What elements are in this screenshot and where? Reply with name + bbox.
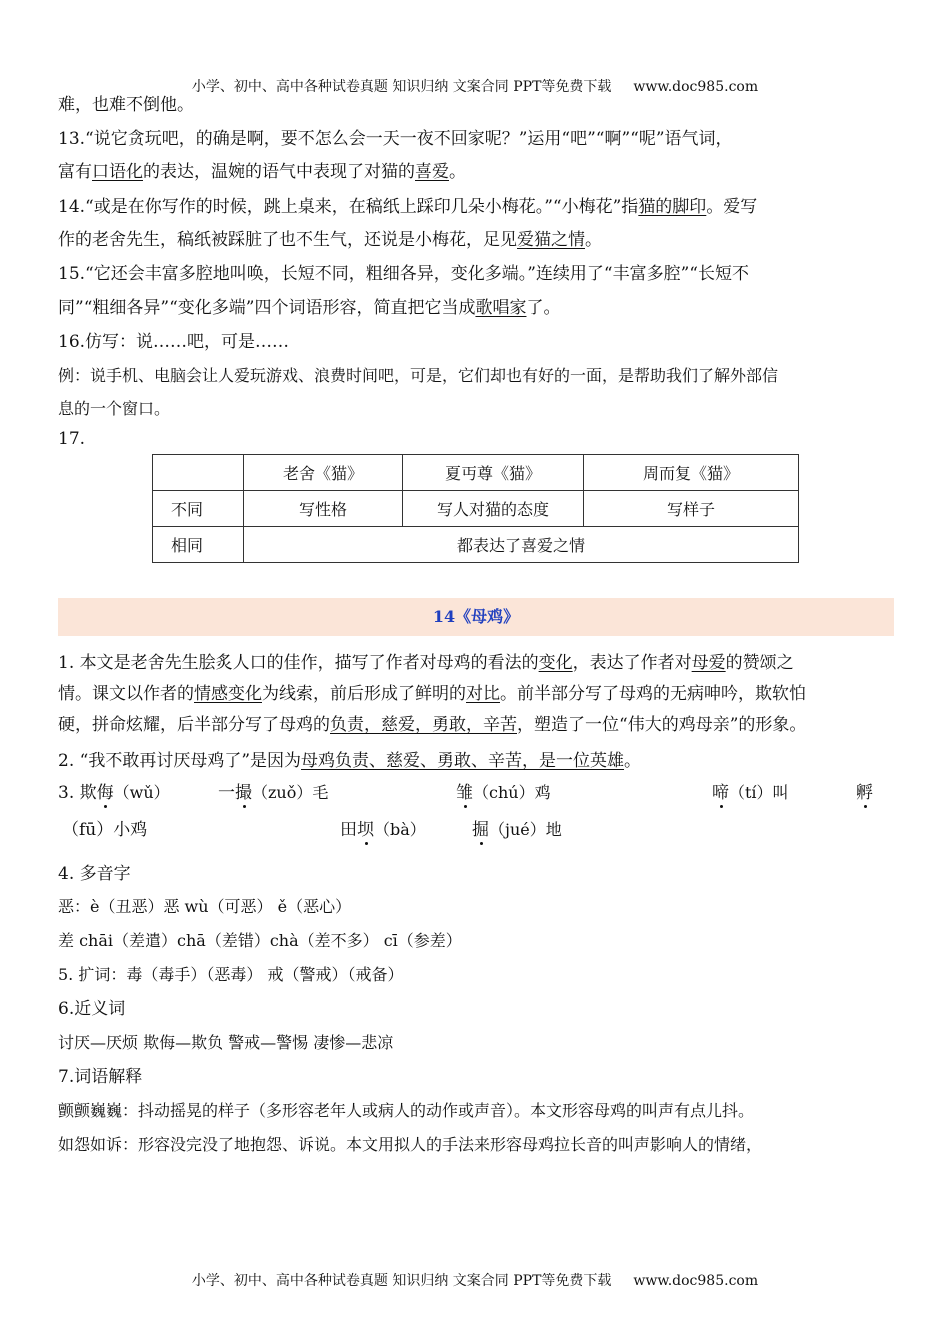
mj-p1-line-3 (58, 713, 908, 737)
table-cell: 都表达了喜爱之情 (244, 527, 799, 563)
pinyin: （zuǒ）毛 (252, 783, 329, 802)
mj-p4-line-2: 差 chāi（差遣）chā（差错）chà（差不多） cī（参差） (58, 931, 462, 950)
answer-underline: 负责，慈爱，勇敢，辛苦 (330, 715, 517, 735)
q16-example-1: 例：说手机、电脑会让人爱玩游戏、浪费时间吧，可是，它们却也有好的一面，是帮助我们了解外部信 (58, 366, 779, 385)
text: 14.“或是在你写作的时候，跳上桌来，在稿纸上踩印几朵小梅花。”“小梅花”指 (58, 197, 639, 217)
text: 。 (449, 162, 466, 182)
dotted-char: 孵 (856, 783, 873, 803)
mj-p6-line: 讨厌—厌烦 欺侮—欺负 警戒—警惕 凄惨—悲凉 (58, 1033, 394, 1052)
answer-underline: 猫的脚印 (638, 197, 707, 217)
q15-line-1: 15.“它还会丰富多腔地叫唤，长短不同，粗细各异，变化多端。”连续用了“丰富多腔”“长短不 (58, 264, 749, 284)
table-cell (153, 455, 244, 491)
text: 为线索，前后形成了鲜明的 (262, 684, 466, 704)
text: 。 (624, 751, 642, 771)
pinyin: （chú）鸡 (473, 783, 551, 802)
section-title: 14《母鸡》 (58, 598, 894, 636)
mj-p1-line-2 (58, 682, 908, 706)
page-footer (0, 1270, 950, 1290)
text: 硬，拼命炫耀，后半部分写了母鸡的 (58, 715, 330, 735)
q13-line-2 (58, 160, 908, 184)
mj-p3-item (218, 781, 328, 805)
q14-line-1 (58, 195, 908, 219)
mj-p3-item: （fū）小鸡 (62, 820, 148, 840)
answer-underline: 对比 (466, 684, 500, 704)
answer-underline: 母鸡负责、慈爱、勇敢、辛苦，是一位英雄 (301, 751, 625, 771)
pinyin: （tí）叫 (729, 783, 789, 802)
comparison-table (152, 454, 799, 563)
answer-underline: 爱猫之情 (517, 230, 585, 250)
mj-p7-line-1: 颤颤巍巍：抖动摇晃的样子（多形容老年人或病人的动作或声音）。本文形容母鸡的叫声有点儿抖。 (58, 1101, 755, 1120)
text: 了。 (526, 298, 561, 318)
dotted-char: 坝 (357, 820, 374, 840)
mj-p2 (58, 749, 908, 773)
q16-title: 16.仿写：说……吧，可是…… (58, 332, 290, 352)
text: 的赞颂之 (725, 653, 794, 673)
text: 作的老舍先生，稿纸被踩脏了也不生气，还说是小梅花，足见 (58, 230, 517, 250)
mj-p3-item (58, 781, 170, 805)
table-cell: 写性格 (244, 491, 403, 527)
table-cell: 相同 (153, 527, 244, 563)
text: 3. 欺 (58, 783, 97, 803)
text: 同”“粗细各异”“变化多端”四个词语形容，简直把它当成 (58, 298, 476, 318)
pinyin: （bà） (374, 820, 426, 839)
pinyin: （jué）地 (489, 820, 562, 839)
answer-underline: 口语化 (92, 162, 143, 182)
mj-p3-item (856, 781, 873, 805)
mj-p3-item (456, 781, 551, 805)
mj-p4-line-1: 恶：è（丑恶）恶 wù（可恶） ě（恶心） (58, 897, 352, 916)
header-text: 小学、初中、高中各种试卷真题 知识归纳 文案合同 PPT等免费下载 (191, 79, 612, 95)
table-row (153, 527, 799, 563)
dotted-char: 雏 (456, 783, 473, 803)
dotted-char: 撮 (235, 783, 252, 803)
answer-underline: 母爱 (691, 653, 726, 673)
text: 情。课文以作者的 (58, 684, 194, 704)
pinyin: （wǔ） (113, 783, 170, 802)
answer-underline: 喜爱 (415, 162, 449, 182)
q13-line-1: 13.“说它贪玩吧，的确是啊，要不怎么会一天一夜不回家呢？”运用“吧”“啊”“呢”语气词， (58, 129, 733, 149)
table-cell: 写样子 (584, 491, 799, 527)
table-row (153, 491, 799, 527)
answer-underline: 变化 (538, 653, 573, 673)
footer-site: www.doc985.com (633, 1273, 759, 1289)
table-header: 周而复《猫》 (584, 455, 799, 491)
text: 2. “我不敢再讨厌母鸡了”是因为 (58, 751, 302, 771)
text: 。前半部分写了母鸡的无病呻吟，欺软怕 (500, 684, 806, 704)
mj-p7-title: 7.词语解释 (58, 1067, 143, 1087)
table-cell: 写人对猫的态度 (403, 491, 584, 527)
table-cell: 不同 (153, 491, 244, 527)
text: 富有 (58, 162, 92, 182)
mj-p6-title: 6.近义词 (58, 999, 126, 1019)
dotted-char: 啼 (712, 783, 729, 803)
text: ，塑造了一位“伟大的鸡母亲”的形象。 (517, 715, 807, 735)
text: 一 (218, 783, 235, 803)
line-continuation: 难，也难不倒他。 (58, 95, 194, 115)
text: 1. 本文是老舍先生脍炙人口的佳作，描写了作者对母鸡的看法的 (58, 653, 539, 673)
text: ，表达了作者对 (572, 653, 692, 673)
footer-text: 小学、初中、高中各种试卷真题 知识归纳 文案合同 PPT等免费下载 (191, 1273, 612, 1289)
answer-underline: 情感变化 (194, 684, 262, 704)
mj-p3-item (340, 818, 426, 842)
mj-p5: 5. 扩词：毒（毒手）（恶毒） 戒（警戒）（戒备） (58, 965, 404, 984)
q14-line-2 (58, 228, 908, 252)
answer-underline: 歌唱家 (475, 298, 527, 318)
mj-p3-item (712, 781, 789, 805)
dotted-char: 掘 (472, 820, 489, 840)
mj-p7-line-2: 如怨如诉：形容没完没了地抱怨、诉说。本文用拟人的手法来形容母鸡拉长音的叫声影响人的情绪， (58, 1135, 763, 1154)
q17-title: 17. (58, 429, 86, 449)
text: 。爱写 (706, 197, 758, 217)
dotted-char: 侮 (96, 783, 114, 803)
table-row (153, 455, 799, 491)
mj-p3-item (472, 818, 562, 842)
text: 的表达，温婉的语气中表现了对猫的 (143, 162, 415, 182)
mj-p1-line-1 (58, 651, 908, 675)
text: 。 (585, 230, 602, 250)
text: 田 (340, 820, 357, 840)
table-header: 夏丏尊《猫》 (403, 455, 584, 491)
mj-p4-title: 4. 多音字 (58, 864, 131, 884)
q16-example-2: 息的一个窗口。 (58, 399, 171, 418)
q15-line-2 (58, 296, 908, 320)
header-site: www.doc985.com (633, 79, 759, 95)
table-header: 老舍《猫》 (244, 455, 403, 491)
